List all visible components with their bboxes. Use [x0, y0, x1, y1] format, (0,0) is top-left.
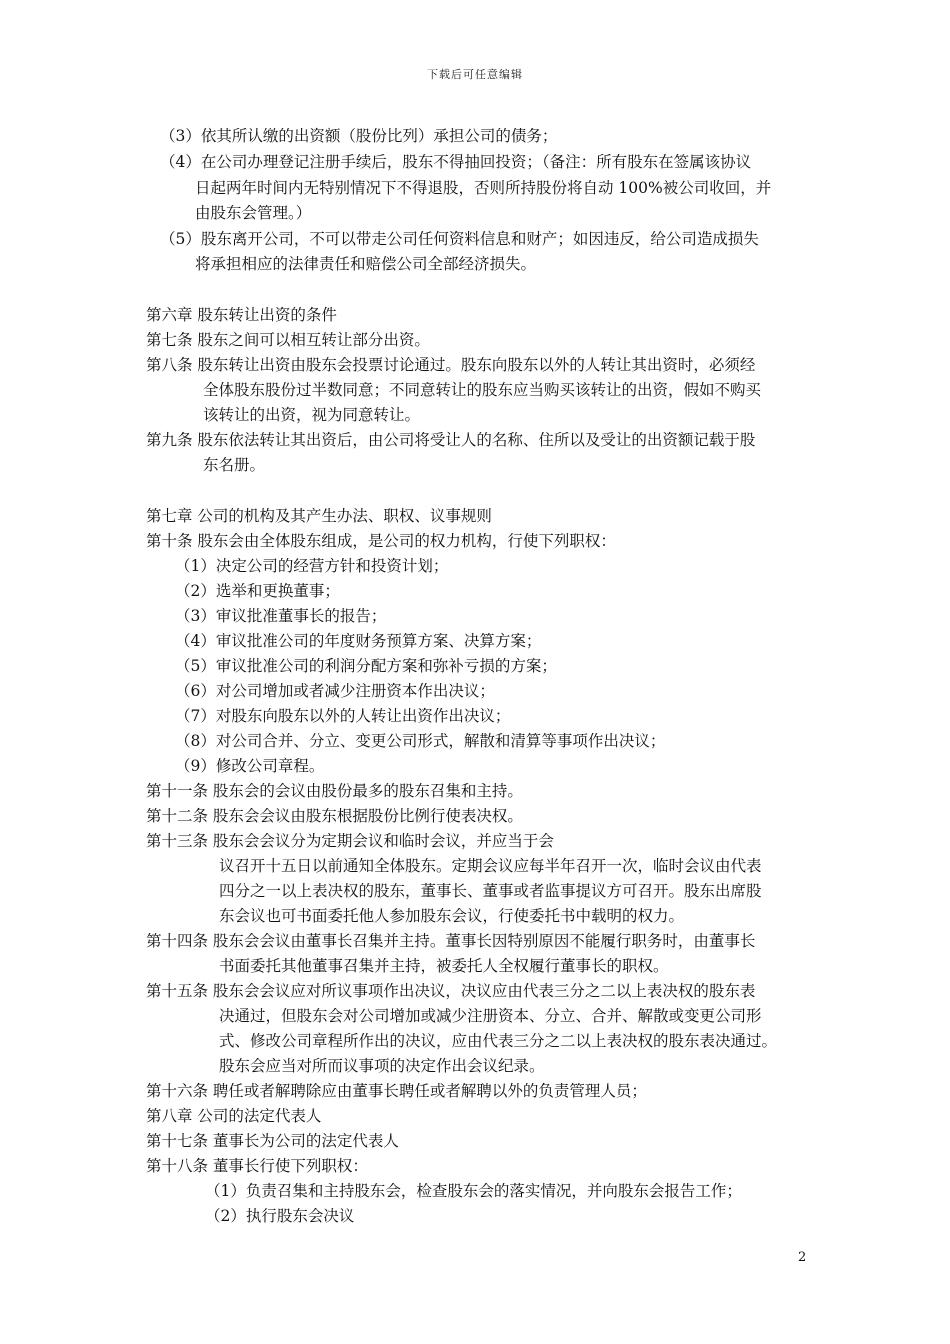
page-number: 2 [798, 1250, 807, 1265]
text-line: 决通过，但股东会对公司增加或减少注册资本、分立、合并、解散或变更公司形 [219, 1007, 762, 1025]
text-line: 第七条 股东之间可以相互转让部分出资。 [146, 331, 430, 349]
text-line: 第九条 股东依法转让其出资后，由公司将受让人的名称、住所以及受让的出资额记载于股 [146, 431, 756, 449]
text-line: 四分之一以上表决权的股东，董事长、董事或者监事提议方可召开。股东出席股 [219, 882, 762, 900]
text-line: 东会议也可书面委托他人参加股东会议，行使委托书中载明的权力。 [219, 907, 685, 925]
list-item: （2）执行股东会决议 [205, 1207, 355, 1225]
list-item: （3）审议批准董事长的报告； [175, 607, 387, 625]
text-line: 第十二条 股东会会议由股东根据股份比例行使表决权。 [146, 807, 523, 825]
text-line: （4）在公司办理登记注册手续后，股东不得抽回投资；（备注：所有股东在签属该协议 [160, 153, 752, 171]
list-item: （6）对公司增加或者减少注册资本作出决议； [175, 682, 495, 700]
text-line: 第十一条 股东会的会议由股份最多的股东召集和主持。 [146, 782, 523, 800]
page-header: 下载后可任意编辑 [427, 68, 523, 81]
list-item: （4）审议批准公司的年度财务预算方案、决算方案； [175, 632, 542, 650]
text-line: 议召开十五日以前通知全体股东。定期会议应每半年召开一次，临时会议由代表 [219, 857, 762, 875]
text-line: 第十六条 聘任或者解聘除应由董事长聘任或者解聘以外的负责管理人员； [146, 1082, 647, 1100]
text-line: 将承担相应的法律责任和赔偿公司全部经济损失。 [195, 255, 537, 273]
text-line: 股东会应当对所而议事项的决定作出会议纪录。 [219, 1057, 545, 1075]
text-line: 第十八条 董事长行使下列职权： [146, 1157, 368, 1175]
list-item: （2）选举和更换董事； [175, 582, 340, 600]
text-line: 该转让的出资，视为同意转让。 [203, 406, 421, 424]
list-item: （1）决定公司的经营方针和投资计划； [175, 557, 449, 575]
chapter-heading: 第八章 公司的法定代表人 [146, 1107, 322, 1125]
text-line: 书面委托其他董事召集并主持，被委托人全权履行董事长的职权。 [219, 957, 669, 975]
list-item: （8）对公司合并、分立、变更公司形式，解散和清算等事项作出决议； [175, 732, 666, 750]
list-item: （7）对股东向股东以外的人转让出资作出决议； [175, 707, 511, 725]
text-line: 第十五条 股东会会议应对所议事项作出决议，决议应由代表三分之二以上表决权的股东表 [146, 982, 756, 1000]
chapter-heading: 第六章 股东转让出资的条件 [146, 306, 337, 324]
text-line: 第八条 股东转让出资由股东会投票讨论通过。股东向股东以外的人转让其出资时，必须经 [146, 356, 756, 374]
text-line: 式、修改公司章程所作出的决议，应由代表三分之二以上表决权的股东表决通过。 [219, 1032, 778, 1050]
text-line: 日起两年时间内无特别情况下不得退股，否则所持股份将自动 100%被公司收回，并 [195, 179, 772, 197]
text-line: 由股东会管理。） [195, 204, 312, 222]
text-line: 全体股东股份过半数同意；不同意转让的股东应当购买该转让的出资，假如不购买 [203, 381, 762, 399]
list-item: （1）负责召集和主持股东会，检查股东会的落实情况，并向股东会报告工作； [205, 1182, 742, 1200]
text-line: 第十四条 股东会会议由董事长召集并主持。董事长因特别原因不能履行职务时，由董事长 [146, 932, 756, 950]
list-item: （9）修改公司章程。 [175, 757, 325, 775]
text-line: 东名册。 [203, 456, 266, 474]
text-line: 第十七条 董事长为公司的法定代表人 [146, 1132, 399, 1150]
text-line: （3）依其所认缴的出资额（股份比列）承担公司的债务； [160, 127, 558, 145]
text-line: 第十三条 股东会会议分为定期会议和临时会议，并应当于会 [146, 832, 554, 850]
chapter-heading: 第七章 公司的机构及其产生办法、职权、议事规则 [146, 507, 492, 525]
text-line: （5）股东离开公司，不可以带走公司任何资料信息和财产；如因违反，给公司造成损失 [160, 230, 759, 248]
list-item: （5）审议批准公司的利润分配方案和弥补亏损的方案； [175, 657, 557, 675]
text-line: 第十条 股东会由全体股东组成，是公司的权力机构，行使下列职权： [146, 532, 616, 550]
